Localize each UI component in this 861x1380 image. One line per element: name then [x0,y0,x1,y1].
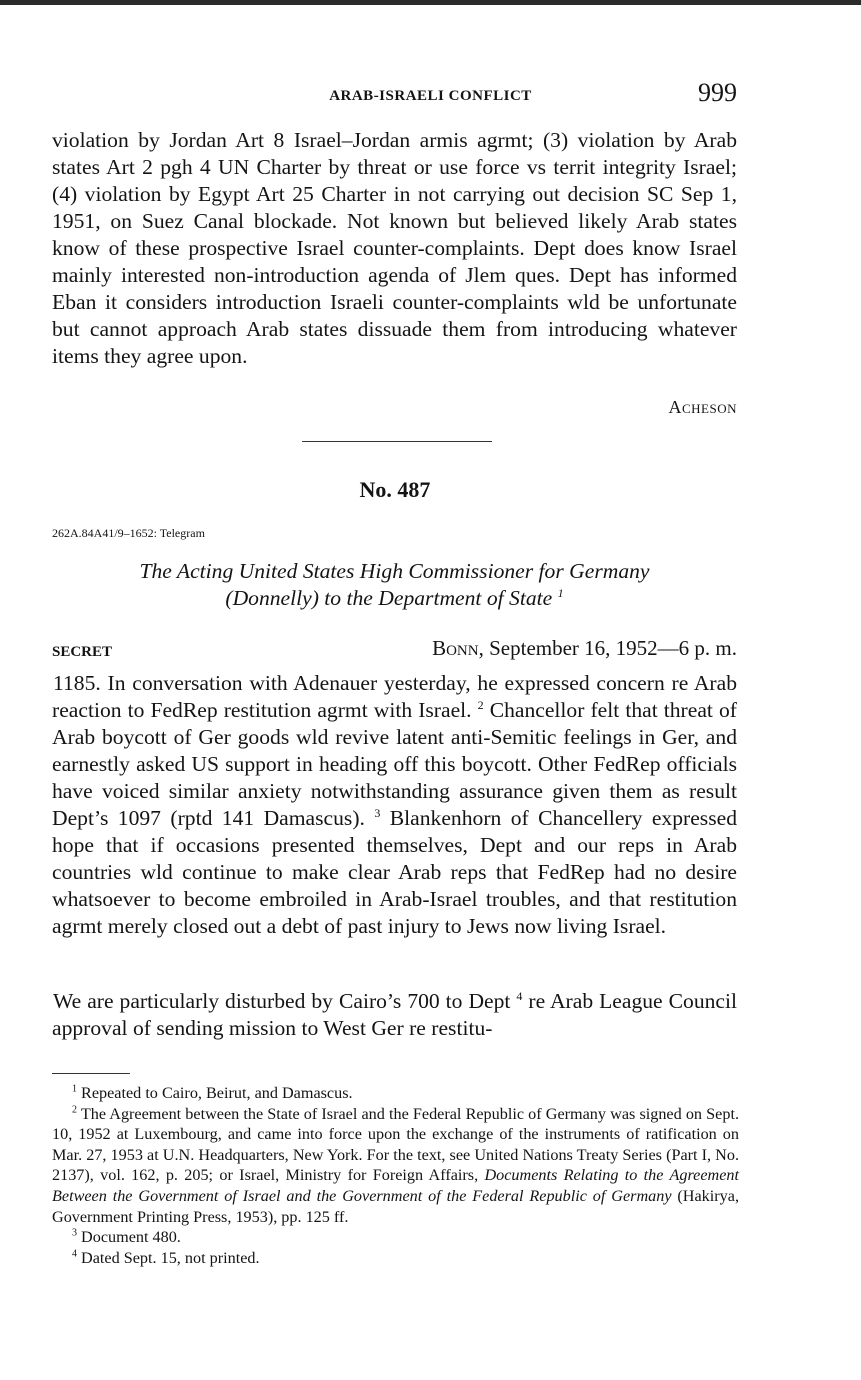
paragraph-text: re Arab League Council approval of sending mission to West Ger re restitu- [52,989,737,1040]
footnote-ref: 3 [374,805,381,820]
page-number: 999 [698,78,737,107]
carryover-paragraph: violation by Jordan Art 8 Israel–Jordan armis agrmt; (3) violation by Arab states Art 2 pgh 4 UN Charter by threat or use force vs territ integrity Israel; (4) violation by Egypt Art 25 Charter in not carrying out decision SC Sep 1, 1951, on Suez Canal blockade. Not known but believed likely Arab states know of these prospective Israel counter-complaints. Dept does know Israel mainly interested non-introduction agenda of Jlem ques. Dept has informed Eban it considers introduction Israeli counter-complaints wld be unfortunate but cannot approach Arab states dissuade them from introducing whatever items they agree upon. [52,128,737,368]
file-reference: 262A.84A41/9–1652: Telegram [52,526,205,540]
footnote-text: Repeated to Cairo, Beirut, and Damascus. [81,1084,353,1102]
footnote-4 [52,1248,739,1269]
heading-line-1: The Acting United States High Commissioner for Germany [139,559,650,583]
classification-label: SECRET [52,644,113,660]
paragraph-text: Chancellor felt that threat of Arab boycott of Ger goods wld revive latent anti-Semitic feelings in Ger, and earnestly asked US support in heading off this boycott. Other FedRep officials have voiced similar anxiety notwithstanding assurance given them as result Dept’s 1097 (rptd 141 Damascus). [52,698,737,830]
top-border [0,0,861,5]
footnote-title: Documents Relating to the Agreement Between the Government of Israel and the Government of the Federal Republic of Germany [52,1166,739,1205]
dateline-date: , September 16, 1952—6 p. m. [478,636,737,660]
signature: Acheson [668,397,737,417]
body-paragraph [52,988,737,1042]
footnote-number: 3 [72,1227,77,1239]
footnote-text: Dated Sept. 15, not printed. [81,1248,260,1267]
footnote-text: Document 480. [81,1228,181,1247]
footnote-ref: 4 [516,988,523,1003]
paragraph-text: 1185. In conversation with Adenauer yesterday, he expressed concern re Arab reaction to FedRep restitution agrmt with Israel. [52,671,737,722]
paragraph-text: Blankenhorn of Chancellery expressed hope that if occasions presented themselves, Dept and our reps in Arab countries wld continue to make clear Arab reps that FedRep had no desire whatsoever to become embroiled in Arab-Israel troubles, and that restitution agrmt merely closed out a debt of past injury to Jews now living Israel. [52,806,737,938]
body-paragraph [52,670,737,940]
section-divider [302,441,492,442]
heading-line-2: (Donnelly) to the Department of State [225,586,553,610]
paragraph-text: We are particularly disturbed by Cairo’s 700 to Dept [53,989,511,1013]
running-head: ARAB-ISRAELI CONFLICT [329,88,532,104]
footnote-ref: 1 [557,585,564,600]
dateline-place: Bonn [432,636,479,660]
footnote-number: 1 [72,1083,77,1095]
document-number: No. 487 [359,477,431,502]
footnotes [52,1083,739,1268]
document-heading [52,558,737,612]
footnote-number: 4 [72,1248,77,1260]
footnote-number: 2 [72,1104,77,1116]
dateline [432,636,737,661]
footnote-text: The Agreement between the State of Israel and the Federal Republic of Germany was signed on Sept. 10, 1952 at Luxembourg, and came into force upon the exchange of the instruments of ratification on Mar. 27, 1953 at U.N. Headquarters, New York. For the text, see United Nations Treaty Series (Part I, No. 2137), vol. 162, p. 205; or Israel, Ministry for Foreign Affairs, [52,1104,739,1185]
footnote-1 [52,1083,739,1104]
footnote-text: (Hakirya, Government Printing Press, 1953), pp. 125 ff. [52,1186,739,1226]
footnote-divider [52,1073,130,1074]
footnote-2 [52,1104,739,1228]
footnote-3 [52,1227,739,1248]
footnote-ref: 2 [477,697,484,712]
